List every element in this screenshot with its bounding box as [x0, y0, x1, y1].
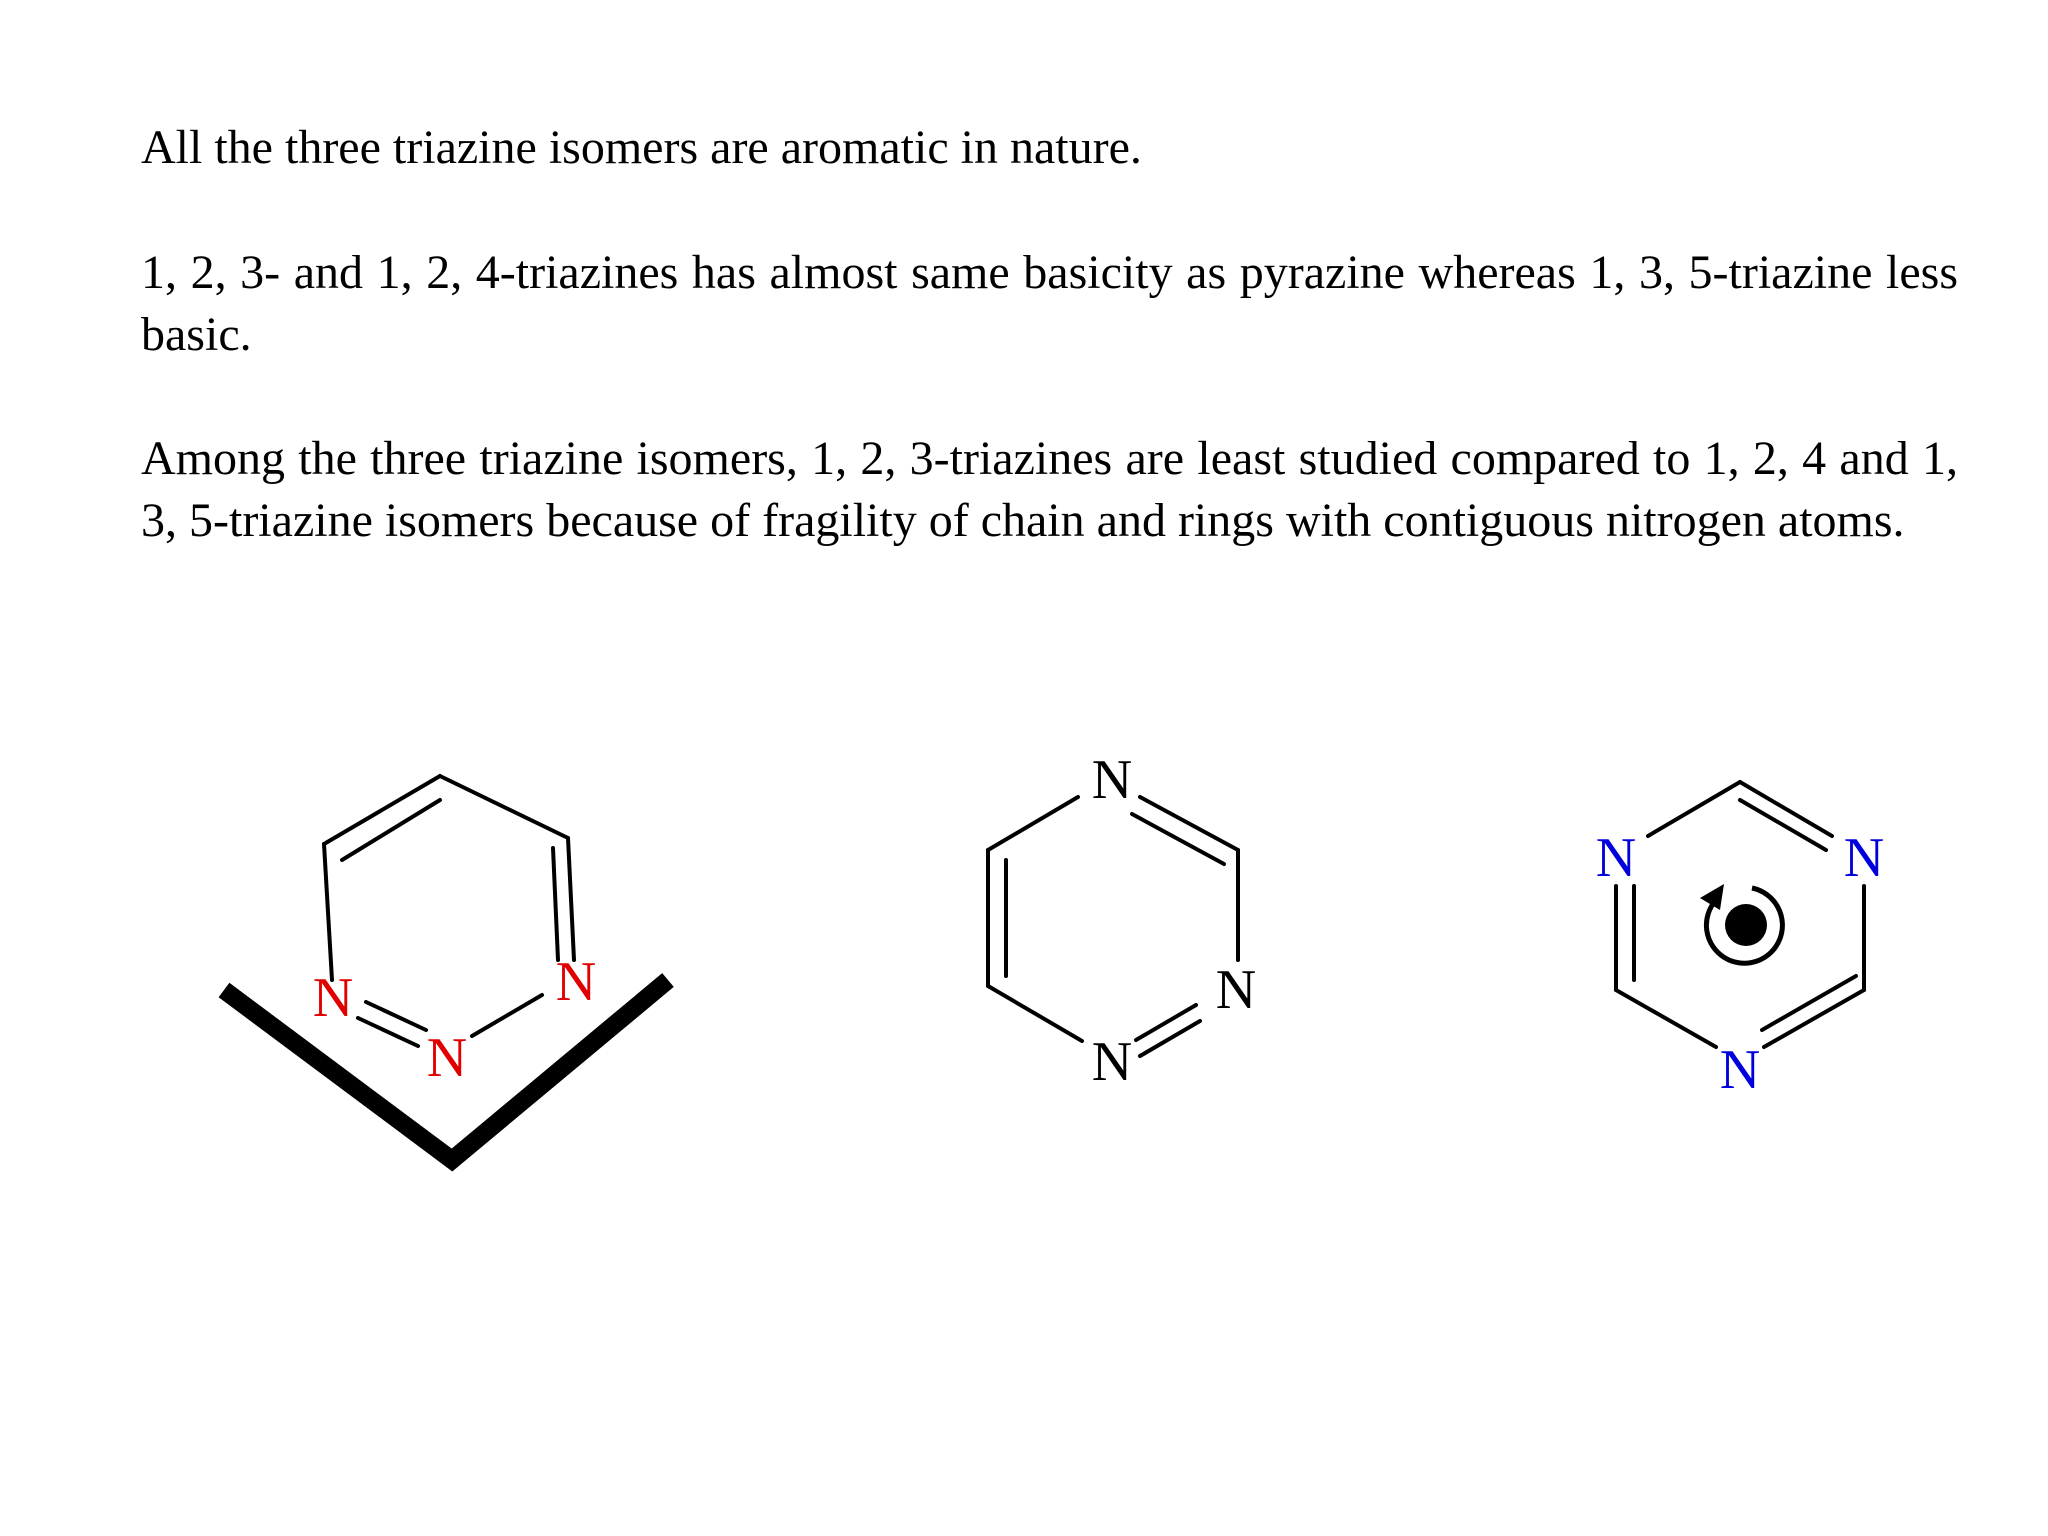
bond-c4-n3-inner [553, 848, 558, 960]
atom-n3: N [1843, 827, 1885, 889]
bond-n2-n3 [472, 995, 542, 1036]
atom-n4: N [1091, 1031, 1133, 1093]
bond-n4-c3-inner [1140, 1021, 1200, 1056]
paragraph-stability: Among the three triazine isomers, 1, 2, 3-triazines are least studied compared to 1, 2, 4 and 1, 3, 5-triazine isomers because of fragility of chain and rings with contiguous nitrogen atoms. [141, 432, 1958, 547]
bond-n1-n2-inner [1132, 814, 1224, 864]
atom-n2: N [426, 1027, 468, 1089]
atom-n5: N [1719, 1039, 1761, 1101]
bond-c5-c4 [440, 776, 568, 838]
bond-n1-n2 [1140, 797, 1238, 850]
bond-n1-c6 [988, 797, 1078, 850]
paragraph-aromatic: All the three triazine isomers are aromatic in nature. [141, 121, 1142, 174]
atom-n3: N [555, 951, 597, 1013]
paragraph-basicity: 1, 2, 3- and 1, 2, 4-triazines has almost same basicity as pyrazine whereas 1, 3, 5-triazine less basic. [141, 246, 1958, 361]
atom-n2: N [1215, 959, 1257, 1021]
structure-1-2-4-triazine [988, 749, 1256, 1093]
bond-c4-n3 [568, 838, 574, 960]
bond-n5-c6 [1616, 990, 1716, 1047]
structure-1-3-5-triazine [1596, 782, 1884, 1101]
bond-c6-c5-inner [342, 800, 440, 860]
structure-1-2-3-triazine [224, 776, 668, 1160]
bond-n4-c3 [1136, 1005, 1196, 1040]
atom-n1: N [312, 967, 354, 1029]
atom-n1: N [1595, 827, 1637, 889]
center-dot [1725, 904, 1767, 946]
bond-c5-n4 [988, 986, 1082, 1041]
bond-n1-c2 [1648, 782, 1740, 836]
bond-n1-c6 [324, 844, 332, 980]
atom-n1: N [1091, 749, 1133, 811]
